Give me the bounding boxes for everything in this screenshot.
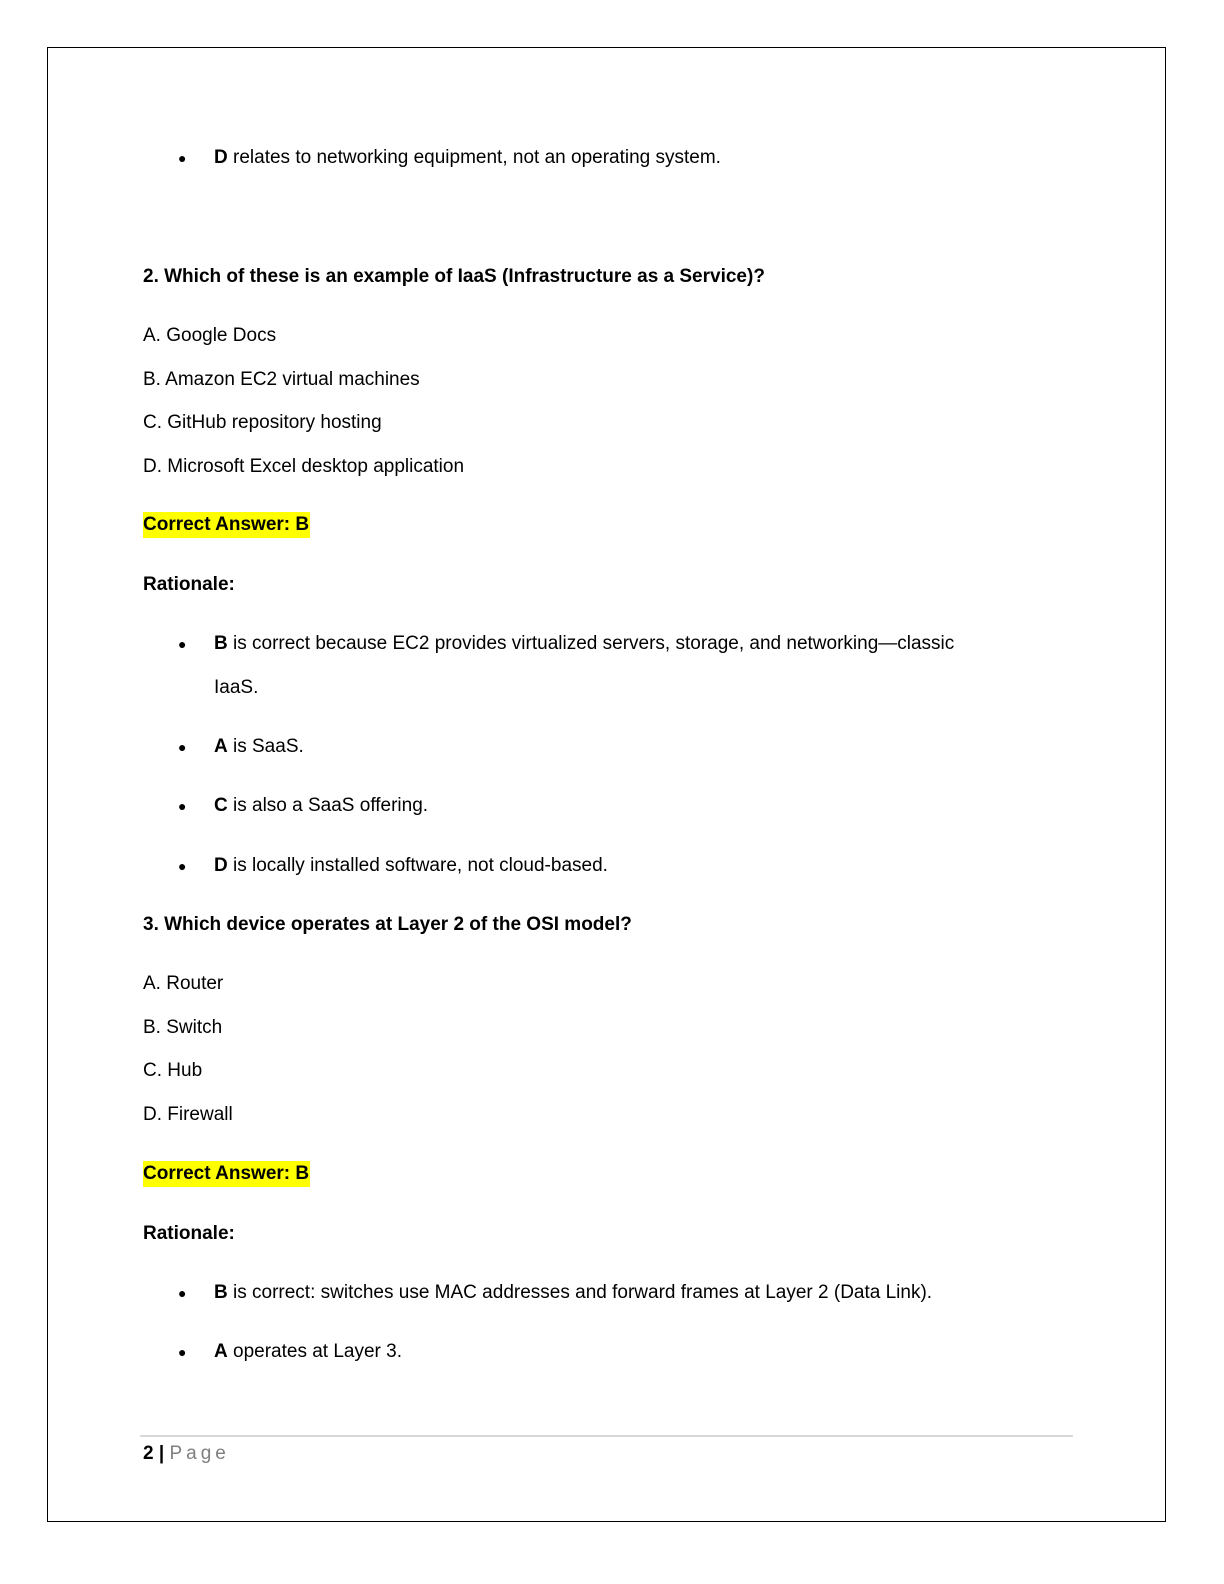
rationale-item — [214, 632, 954, 656]
q3-option-c: C. Hub — [143, 1060, 203, 1081]
footer-separator: | — [153, 1443, 170, 1464]
rationale-item — [214, 1340, 402, 1364]
page-footer — [143, 1442, 230, 1466]
rationale-item — [214, 1281, 932, 1305]
rationale-item — [214, 854, 608, 878]
option-letter: C — [214, 795, 228, 816]
rationale-item — [214, 794, 428, 818]
bullet-icon: ● — [178, 739, 187, 755]
bullet-icon: ● — [178, 858, 187, 874]
rationale-text: is locally installed software, not cloud-based. — [227, 855, 608, 876]
page-number: 2 — [143, 1443, 154, 1464]
rationale-item — [214, 146, 721, 170]
q2-rationale-label: Rationale: — [143, 574, 235, 595]
q3-option-d: D. Firewall — [143, 1104, 233, 1125]
q2-option-b: B. Amazon EC2 virtual machines — [143, 369, 420, 390]
q2-option-d: D. Microsoft Excel desktop application — [143, 456, 465, 477]
rationale-text: is SaaS. — [227, 736, 304, 757]
question-2-title: 2. Which of these is an example of IaaS (Infrastructure as a Service)? — [143, 266, 765, 287]
question-3-title: 3. Which device operates at Layer 2 of the OSI model? — [143, 914, 632, 935]
page-label: Page — [169, 1443, 230, 1464]
q2-option-a: A. Google Docs — [143, 325, 277, 346]
option-letter: D — [214, 855, 228, 876]
bullet-icon: ● — [178, 798, 187, 814]
rationale-text: relates to networking equipment, not an operating system. — [227, 147, 721, 168]
option-letter: B — [214, 633, 228, 654]
rationale-item — [214, 735, 304, 759]
bullet-icon: ● — [178, 1344, 187, 1360]
q3-option-a: A. Router — [143, 973, 224, 994]
bullet-icon: ● — [178, 1285, 187, 1301]
bullet-icon: ● — [178, 636, 187, 652]
bullet-icon: ● — [178, 150, 187, 166]
q3-option-b: B. Switch — [143, 1017, 223, 1038]
option-letter: A — [214, 736, 228, 757]
footer-divider — [140, 1435, 1073, 1437]
rationale-text: is correct because EC2 provides virtualized servers, storage, and networking—classic — [227, 633, 955, 654]
option-letter: B — [214, 1282, 228, 1303]
rationale-text: operates at Layer 3. — [227, 1341, 403, 1362]
option-letter: A — [214, 1341, 228, 1362]
option-letter: D — [214, 147, 228, 168]
rationale-text: is correct: switches use MAC addresses and forward frames at Layer 2 (Data Link). — [227, 1282, 933, 1303]
q3-rationale-label: Rationale: — [143, 1223, 235, 1244]
q2-option-c: C. GitHub repository hosting — [143, 412, 382, 433]
rationale-text: is also a SaaS offering. — [227, 795, 429, 816]
rationale-continuation: IaaS. — [214, 677, 259, 698]
q2-correct-answer: Correct Answer: B — [143, 512, 310, 538]
q3-correct-answer: Correct Answer: B — [143, 1161, 310, 1187]
